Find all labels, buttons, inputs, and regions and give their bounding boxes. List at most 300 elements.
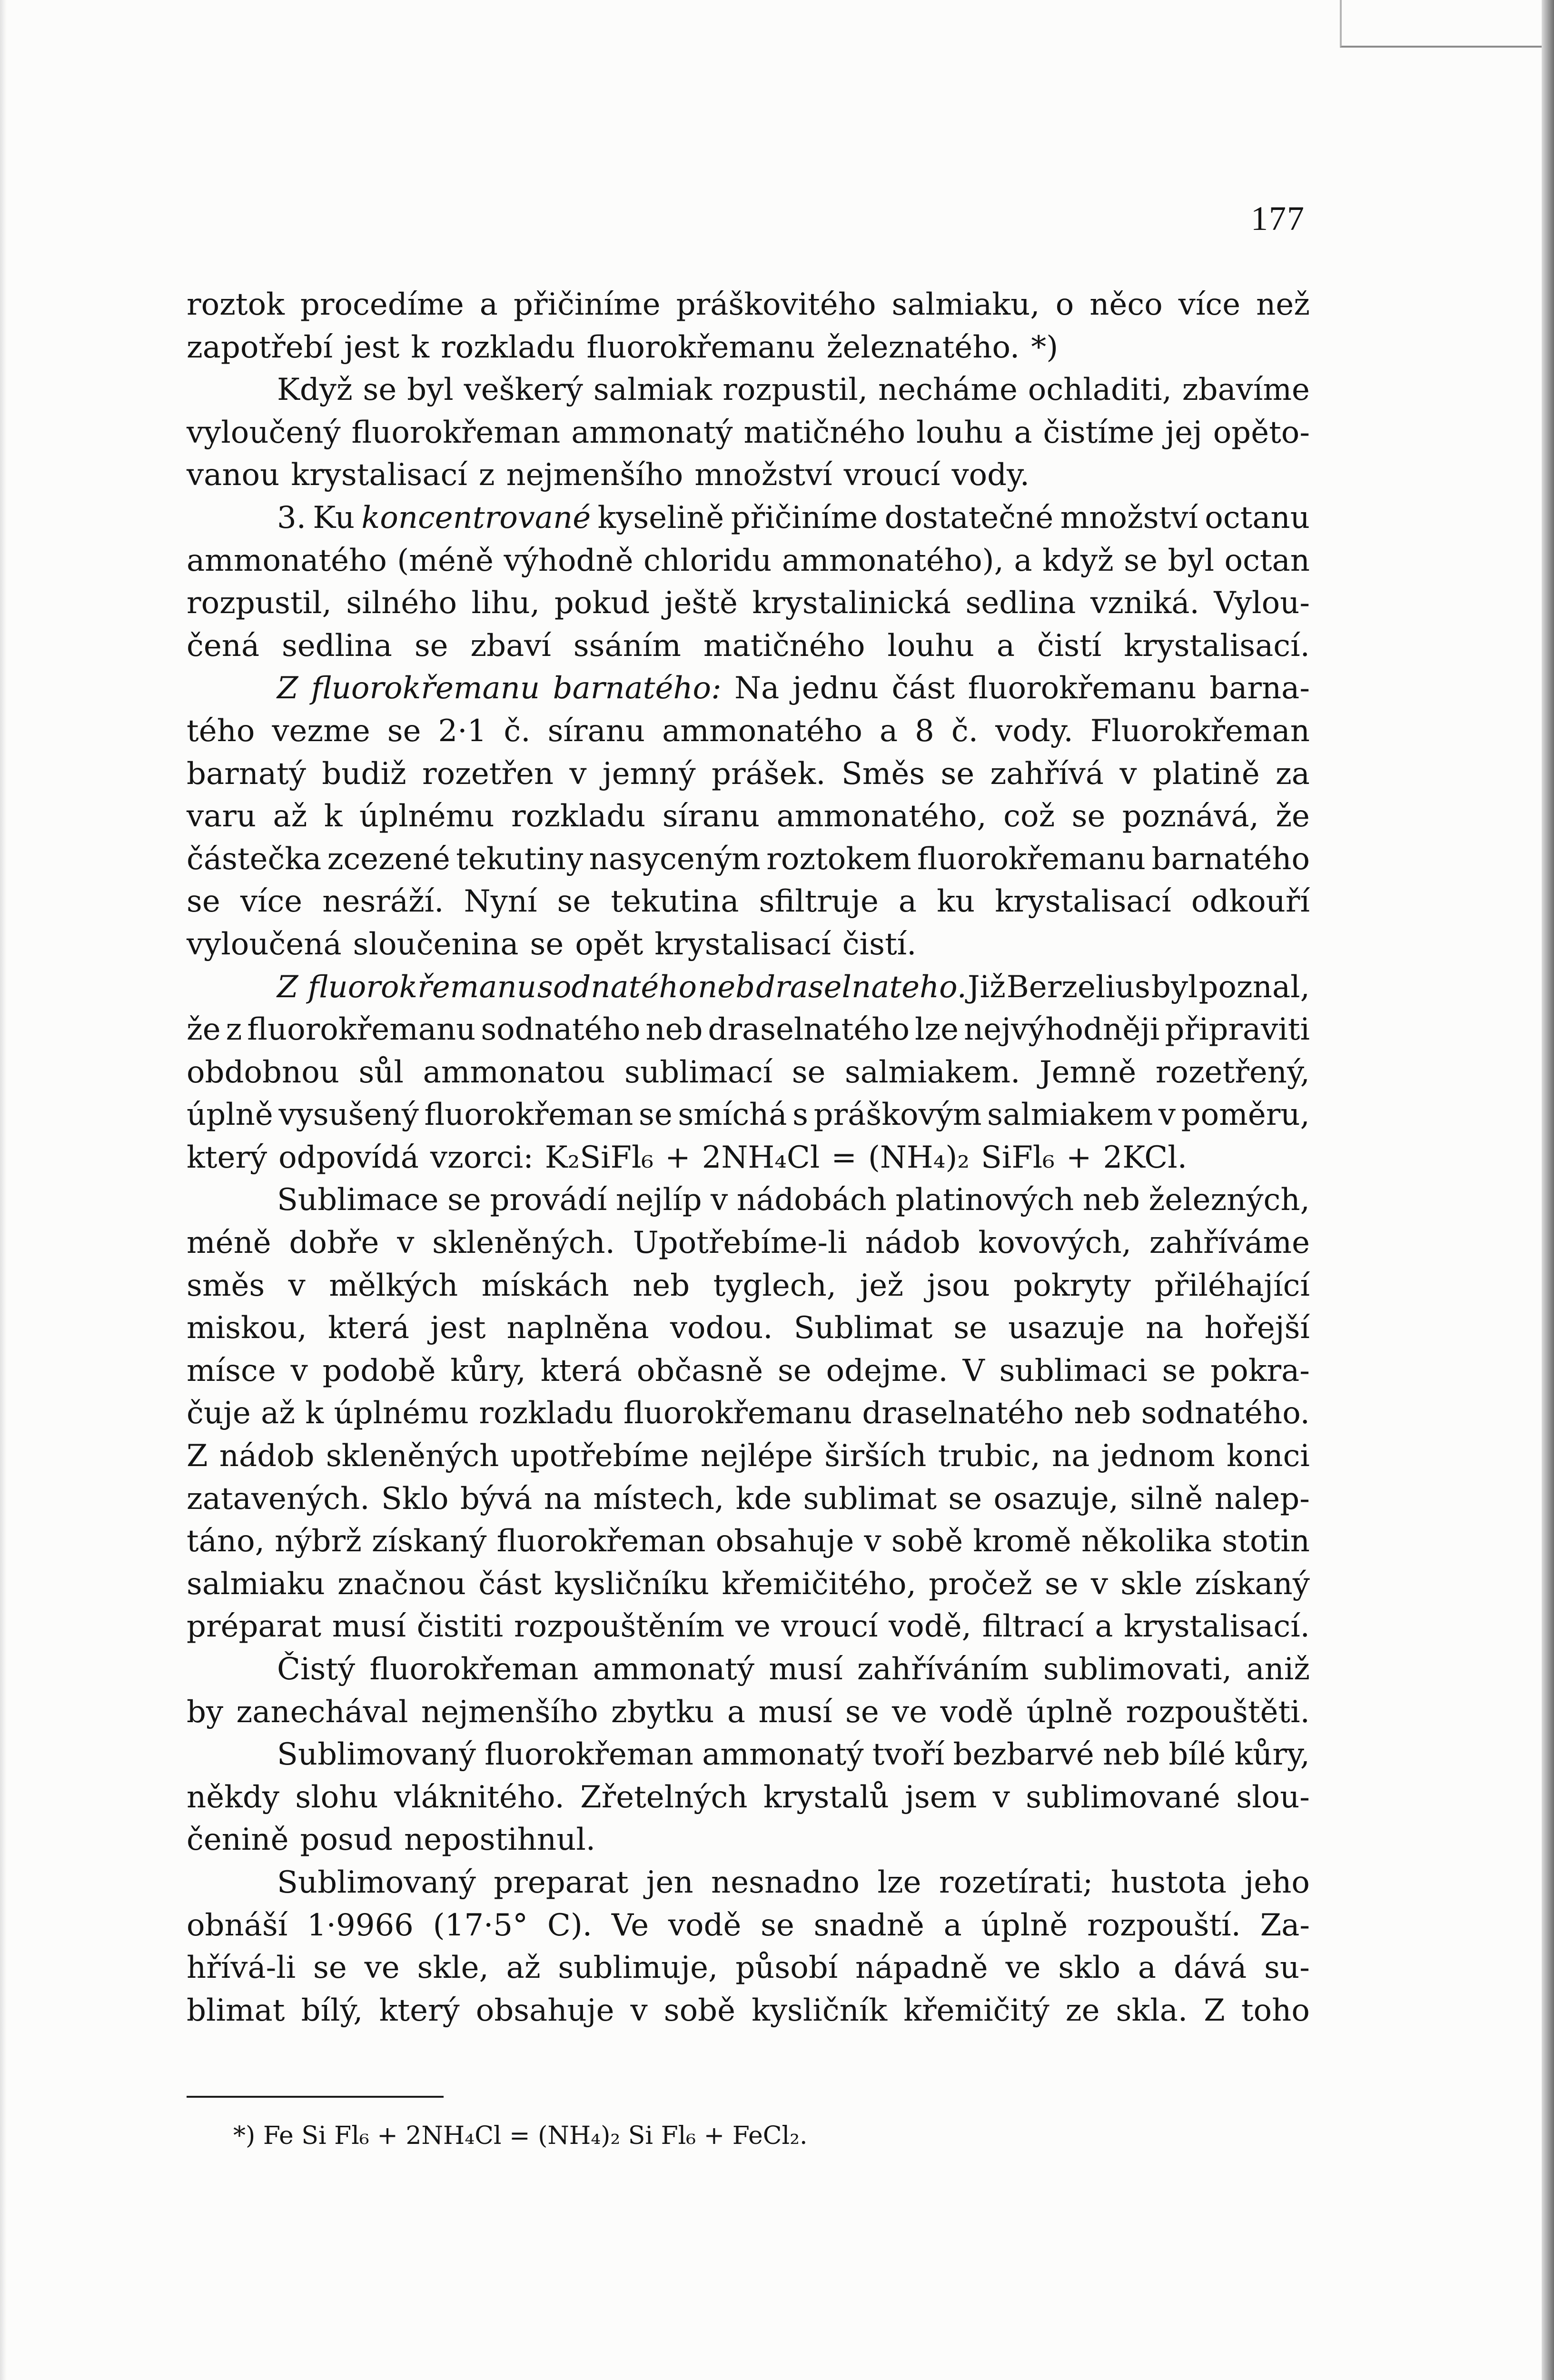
text-line bbox=[187, 582, 1310, 625]
text-line bbox=[187, 1563, 1310, 1606]
word: V bbox=[962, 1353, 985, 1388]
text-line bbox=[187, 1137, 1310, 1180]
word: místech, bbox=[593, 1481, 724, 1517]
word: hustota bbox=[1110, 1864, 1227, 1900]
word: krystalinická bbox=[752, 585, 951, 621]
word: Směs bbox=[841, 756, 925, 792]
word: draselnatého bbox=[862, 1396, 1064, 1431]
word: ammonatý bbox=[593, 1652, 754, 1687]
word: skle bbox=[1120, 1566, 1183, 1602]
word: v bbox=[711, 1182, 728, 1218]
word: a bbox=[727, 1694, 746, 1730]
word: Vylou- bbox=[1214, 585, 1310, 621]
word: byl bbox=[407, 372, 454, 408]
word: se bbox=[1124, 543, 1158, 578]
word: železnatého. bbox=[826, 329, 1020, 365]
word: SiFl₆ bbox=[981, 1140, 1055, 1175]
word: roztokem bbox=[766, 841, 911, 877]
word: stotin bbox=[1222, 1524, 1310, 1559]
text-line bbox=[187, 966, 1310, 1009]
word: nejlépe bbox=[700, 1438, 813, 1474]
word: ssáním bbox=[573, 628, 681, 664]
text-line bbox=[187, 369, 1310, 412]
word: se bbox=[557, 884, 591, 920]
word: až bbox=[506, 1950, 541, 1986]
word: draselnateho. bbox=[756, 969, 967, 1005]
word: fluorokřemanu bbox=[968, 671, 1197, 706]
word: 2·1 bbox=[438, 713, 487, 749]
body-text bbox=[187, 284, 1310, 2032]
word: která bbox=[327, 1310, 410, 1346]
word: aniž bbox=[1246, 1652, 1310, 1687]
text-line bbox=[187, 667, 1310, 710]
word: odejme. bbox=[826, 1353, 948, 1388]
word: 1·9966 bbox=[307, 1907, 414, 1943]
word: sobě bbox=[891, 1524, 963, 1559]
word: vodě bbox=[668, 1907, 742, 1943]
word: préparat bbox=[187, 1609, 322, 1645]
word: nápadně bbox=[855, 1950, 988, 1986]
word: octan bbox=[1224, 543, 1310, 578]
word: nýbrž bbox=[275, 1524, 362, 1559]
word: se bbox=[1162, 1353, 1196, 1388]
word: Ve bbox=[611, 1907, 649, 1943]
text-line bbox=[187, 1947, 1310, 1990]
word: Na bbox=[734, 671, 780, 706]
word: sodnatého. bbox=[1141, 1396, 1310, 1431]
word: která bbox=[540, 1353, 622, 1388]
word: necháme bbox=[878, 372, 1018, 408]
word: č. bbox=[951, 713, 979, 749]
word: na bbox=[1052, 1438, 1090, 1474]
word: když bbox=[1042, 543, 1114, 578]
text-line bbox=[187, 284, 1310, 327]
word: nejlíp bbox=[615, 1182, 702, 1218]
word: síranu bbox=[662, 799, 760, 834]
word: odpovídá bbox=[278, 1140, 419, 1175]
word: sublimované bbox=[1026, 1779, 1220, 1815]
text-line bbox=[187, 1435, 1310, 1478]
word: nejvýhodněji bbox=[964, 1012, 1160, 1048]
word: krystalisací bbox=[291, 457, 467, 493]
word: neb bbox=[1082, 1182, 1140, 1218]
word: se bbox=[313, 1950, 347, 1986]
word: skla. bbox=[1116, 1993, 1188, 2028]
word: = bbox=[831, 1140, 857, 1175]
word: bílé bbox=[1168, 1737, 1226, 1773]
word: úplnému bbox=[334, 1396, 469, 1431]
word: vroucí bbox=[781, 1609, 878, 1645]
word: draselnatého bbox=[708, 1012, 910, 1048]
word: posud bbox=[300, 1822, 393, 1858]
word: rozpouští. bbox=[1087, 1907, 1241, 1943]
word: jest bbox=[430, 1310, 486, 1346]
word: sodnatého bbox=[537, 969, 697, 1005]
word: více bbox=[240, 884, 303, 920]
word: poznává, bbox=[1122, 799, 1259, 834]
word: fluorokřeman bbox=[496, 1524, 706, 1559]
word: v bbox=[1158, 1097, 1176, 1133]
word: nádob bbox=[219, 1438, 315, 1474]
word: vyloučená bbox=[187, 926, 342, 962]
word: lze bbox=[914, 1012, 959, 1048]
word: čenině bbox=[187, 1822, 289, 1858]
word: čistí bbox=[1037, 628, 1102, 664]
word: se bbox=[792, 1054, 826, 1090]
word: lihu, bbox=[471, 585, 540, 621]
word: 8 bbox=[915, 713, 934, 749]
word: krystalisací bbox=[654, 926, 831, 962]
word: práškovým bbox=[813, 1097, 982, 1133]
word: Jemně bbox=[1039, 1054, 1137, 1090]
text-line bbox=[187, 1606, 1310, 1648]
word: platinových bbox=[895, 1182, 1074, 1218]
text-line bbox=[187, 1265, 1310, 1308]
word: poměru, bbox=[1181, 1097, 1310, 1133]
word: blimat bbox=[187, 1993, 285, 2028]
scan-corner-mark bbox=[1340, 0, 1542, 48]
word: sublimovati, bbox=[1043, 1652, 1232, 1687]
word: a bbox=[879, 713, 898, 749]
word: vyloučený bbox=[187, 415, 341, 450]
word: se bbox=[1044, 1566, 1079, 1602]
word: nádob bbox=[865, 1225, 960, 1261]
word: tekutina bbox=[611, 884, 739, 920]
word: se bbox=[638, 1097, 673, 1133]
word: síranu bbox=[547, 713, 645, 749]
word: jej bbox=[1165, 415, 1202, 450]
word: kůry, bbox=[450, 1353, 526, 1388]
text-line bbox=[187, 1648, 1310, 1691]
word: filtrací bbox=[982, 1609, 1084, 1645]
text-line bbox=[187, 1222, 1310, 1265]
word: množství bbox=[694, 457, 832, 493]
word: vysušený bbox=[278, 1097, 419, 1133]
word: podobě bbox=[322, 1353, 436, 1388]
word: za bbox=[1276, 756, 1310, 792]
word: tyglech, bbox=[713, 1268, 837, 1303]
word: v bbox=[630, 1993, 648, 2028]
word: vanou bbox=[187, 457, 280, 493]
word: jen bbox=[646, 1864, 693, 1900]
word: mísce bbox=[187, 1353, 276, 1388]
word: neb bbox=[1074, 1396, 1131, 1431]
word: vroucí bbox=[843, 457, 940, 493]
word: rozpouštěti. bbox=[1126, 1694, 1310, 1730]
word: vody. bbox=[995, 713, 1073, 749]
word: ku bbox=[937, 884, 975, 920]
word: bývá bbox=[460, 1481, 533, 1517]
text-line bbox=[187, 1776, 1310, 1819]
word: část bbox=[891, 671, 955, 706]
text-line bbox=[187, 625, 1310, 668]
word: v bbox=[992, 1779, 1010, 1815]
word: fluorokřemanu bbox=[917, 841, 1146, 877]
word: se bbox=[187, 884, 220, 920]
word: a bbox=[1014, 415, 1032, 450]
word: musí bbox=[332, 1609, 406, 1645]
word: se bbox=[530, 926, 564, 962]
word: přiléhající bbox=[1154, 1268, 1310, 1303]
word: 2KCl. bbox=[1103, 1140, 1188, 1175]
word: krystalisací bbox=[995, 884, 1171, 920]
word: rozkladu bbox=[479, 1396, 614, 1431]
word: méně bbox=[187, 1225, 271, 1261]
word: chloridu bbox=[643, 543, 772, 578]
word: část bbox=[478, 1566, 542, 1602]
word: značnou bbox=[337, 1566, 466, 1602]
word: zcezené bbox=[327, 841, 450, 877]
word: C). bbox=[547, 1907, 593, 1943]
word: sedlina bbox=[965, 585, 1076, 621]
word: pokud bbox=[554, 585, 650, 621]
word: Čistý bbox=[277, 1652, 356, 1687]
word: se bbox=[948, 1481, 982, 1517]
word: k bbox=[324, 799, 343, 834]
word: skle, bbox=[417, 1950, 489, 1986]
word: o bbox=[1055, 287, 1074, 322]
word: a bbox=[898, 884, 917, 920]
word: dává bbox=[1173, 1950, 1247, 1986]
word: Již bbox=[967, 969, 1006, 1005]
word: mískách bbox=[481, 1268, 609, 1303]
text-line bbox=[187, 1990, 1310, 2033]
text-line bbox=[187, 1862, 1310, 1904]
word: obdobnou bbox=[187, 1054, 339, 1090]
word: ještě bbox=[664, 585, 738, 621]
word: matičného bbox=[703, 628, 865, 664]
word: tekutiny bbox=[456, 841, 584, 877]
text-line bbox=[187, 710, 1310, 753]
word: kyselině bbox=[597, 500, 724, 536]
word: Sublimovaný bbox=[277, 1864, 476, 1900]
word: obnáší bbox=[187, 1907, 288, 1943]
text-line bbox=[187, 795, 1310, 838]
word: fluorokřemanu bbox=[586, 329, 815, 365]
text-line bbox=[187, 1051, 1310, 1094]
word: až bbox=[273, 799, 307, 834]
word: fluorokřeman bbox=[369, 1652, 579, 1687]
word: v bbox=[288, 1268, 306, 1303]
word: sedlina bbox=[281, 628, 392, 664]
page-number: 177 bbox=[1251, 199, 1305, 238]
word: zahříváme bbox=[1149, 1225, 1310, 1261]
word: Upotřebíme-li bbox=[633, 1225, 847, 1261]
word: louhu bbox=[916, 415, 1003, 450]
word: nepostihnul. bbox=[404, 1822, 596, 1858]
word: *) bbox=[1031, 329, 1059, 365]
word: jsou bbox=[927, 1268, 990, 1303]
word: trubic, bbox=[938, 1438, 1040, 1474]
word: 3. bbox=[277, 500, 307, 536]
word: se bbox=[845, 1694, 879, 1730]
word: ve bbox=[735, 1609, 771, 1645]
word: Z fluorokřemanu bbox=[277, 969, 536, 1005]
word: + bbox=[665, 1140, 691, 1175]
word: přičiníme bbox=[731, 500, 878, 536]
footnote: *) Fe Si Fl₆ + 2NH₄Cl = (NH₄)₂ Si Fl₆ + FeCl₂. bbox=[233, 2122, 808, 2150]
word: úplně bbox=[981, 1907, 1068, 1943]
word: usazuje bbox=[1008, 1310, 1125, 1346]
text-line bbox=[187, 1009, 1310, 1051]
word: octanu bbox=[1205, 500, 1310, 536]
word: čistiti bbox=[416, 1609, 504, 1645]
word: táno, bbox=[187, 1524, 265, 1559]
word: ammonatého bbox=[187, 543, 387, 578]
word: v bbox=[397, 1225, 415, 1261]
word: poznal, bbox=[1198, 969, 1310, 1005]
word: Ku bbox=[313, 500, 355, 536]
word: (méně bbox=[397, 543, 494, 578]
word: rozetřený, bbox=[1155, 1054, 1310, 1090]
word: se bbox=[761, 1907, 794, 1943]
word: rozkladu bbox=[441, 329, 575, 365]
text-line bbox=[187, 412, 1310, 455]
word: připraviti bbox=[1165, 1012, 1310, 1048]
word: ammonatý bbox=[571, 415, 733, 450]
word: zapotřebí bbox=[187, 329, 333, 365]
word: a bbox=[943, 1907, 962, 1943]
word: zbavíme bbox=[1182, 372, 1310, 408]
word: čená bbox=[187, 628, 260, 664]
word: zahříváním bbox=[857, 1652, 1029, 1687]
word: čistíme bbox=[1043, 415, 1155, 450]
word: ve bbox=[1005, 1950, 1041, 1986]
word: osazuje, bbox=[993, 1481, 1119, 1517]
word: přičiníme bbox=[513, 287, 661, 322]
word: hřívá-li bbox=[187, 1950, 296, 1986]
word: Sublimovaný bbox=[277, 1737, 476, 1773]
word: tvoří bbox=[872, 1737, 945, 1773]
word: krystalisací. bbox=[1124, 628, 1310, 664]
word: byl bbox=[1151, 969, 1198, 1005]
word: sloučenina bbox=[353, 926, 519, 962]
word: zanechával bbox=[236, 1694, 408, 1730]
word: vodě bbox=[940, 1694, 1013, 1730]
word: barnatého bbox=[1151, 841, 1310, 877]
text-line bbox=[187, 1179, 1310, 1222]
word: jemný bbox=[602, 756, 696, 792]
scan-edge-left bbox=[0, 0, 7, 2380]
word: množství bbox=[1060, 500, 1198, 536]
word: nesnadno bbox=[711, 1864, 860, 1900]
word: roztok bbox=[187, 287, 285, 322]
word: odkouří bbox=[1191, 884, 1310, 920]
word: pročež bbox=[929, 1566, 1032, 1602]
word: něco bbox=[1089, 287, 1163, 322]
word: železných, bbox=[1148, 1182, 1310, 1218]
word: procedíme bbox=[300, 287, 464, 322]
word: neb bbox=[1103, 1737, 1160, 1773]
word: matičného bbox=[743, 415, 906, 450]
word: kůry, bbox=[1234, 1737, 1310, 1773]
word: pokryty bbox=[1013, 1268, 1131, 1303]
word: pokra- bbox=[1210, 1353, 1310, 1388]
word: rozpouštěním bbox=[514, 1609, 725, 1645]
word: který bbox=[379, 1993, 460, 2028]
word: barnatého: bbox=[553, 671, 722, 706]
word: širších bbox=[824, 1438, 927, 1474]
text-line bbox=[187, 1094, 1310, 1137]
text-line bbox=[187, 454, 1310, 497]
word: práškovitého bbox=[676, 287, 876, 322]
word: v bbox=[1119, 756, 1137, 792]
word: fluorokřemanu bbox=[247, 1012, 476, 1048]
text-line bbox=[187, 1478, 1310, 1521]
word: krystalů bbox=[763, 1779, 889, 1815]
word: Z bbox=[277, 671, 298, 706]
word: 2NH₄Cl bbox=[702, 1140, 820, 1175]
word: kde bbox=[735, 1481, 792, 1517]
word: sfiltruje bbox=[759, 884, 879, 920]
word: čuje bbox=[187, 1396, 251, 1431]
word: úplnému bbox=[359, 799, 495, 834]
word: Z bbox=[1204, 1993, 1225, 2028]
word: neb bbox=[645, 1012, 703, 1048]
scan-edge-right bbox=[1542, 0, 1554, 2380]
word: úplně bbox=[1026, 1694, 1113, 1730]
word: fluorokřemanu bbox=[311, 671, 540, 706]
word: zahřívá bbox=[990, 756, 1104, 792]
word: vzorci: bbox=[430, 1140, 534, 1175]
text-line bbox=[187, 1819, 1310, 1862]
text-line bbox=[187, 1691, 1310, 1734]
word: ochladiti, bbox=[1028, 372, 1172, 408]
word: skleněných. bbox=[432, 1225, 615, 1261]
word: barnatý bbox=[187, 756, 306, 792]
word: směs bbox=[187, 1268, 265, 1303]
text-line bbox=[187, 1904, 1310, 1947]
word: silného bbox=[346, 585, 457, 621]
word: zbytku bbox=[611, 1694, 714, 1730]
word: nasyceným bbox=[589, 841, 761, 877]
word: jednom bbox=[1101, 1438, 1215, 1474]
word: sublimaci bbox=[999, 1353, 1148, 1388]
word: jeho bbox=[1244, 1864, 1310, 1900]
word: Sublimat bbox=[793, 1310, 933, 1346]
word: fluorokřeman bbox=[351, 415, 561, 450]
word: opět bbox=[575, 926, 643, 962]
word: že bbox=[187, 1012, 221, 1048]
word: naplněna bbox=[506, 1310, 649, 1346]
word: bezbarvé bbox=[953, 1737, 1094, 1773]
word: neb bbox=[633, 1268, 690, 1303]
word: slohu bbox=[295, 1779, 378, 1815]
word: někdy bbox=[187, 1779, 279, 1815]
word: su- bbox=[1264, 1950, 1310, 1986]
word: sublimuje, bbox=[558, 1950, 718, 1986]
word: a bbox=[1014, 543, 1032, 578]
word: konci bbox=[1227, 1438, 1310, 1474]
word: že bbox=[1276, 799, 1310, 834]
word: křemičitého, bbox=[722, 1566, 916, 1602]
word: Nyní bbox=[464, 884, 537, 920]
word: tého bbox=[187, 713, 255, 749]
word: v bbox=[290, 1353, 308, 1388]
word: krystalisací. bbox=[1124, 1609, 1310, 1645]
word: ammonatého bbox=[662, 713, 862, 749]
word: sublimat bbox=[803, 1481, 937, 1517]
word: se bbox=[953, 1310, 988, 1346]
word: v bbox=[864, 1524, 881, 1559]
word: skleněných bbox=[326, 1438, 499, 1474]
word: a bbox=[1138, 1950, 1156, 1986]
word: budiž bbox=[322, 756, 406, 792]
word: vody. bbox=[951, 457, 1030, 493]
word: vzniká. bbox=[1090, 585, 1199, 621]
word: částečka bbox=[187, 841, 322, 877]
word: z bbox=[226, 1012, 242, 1048]
